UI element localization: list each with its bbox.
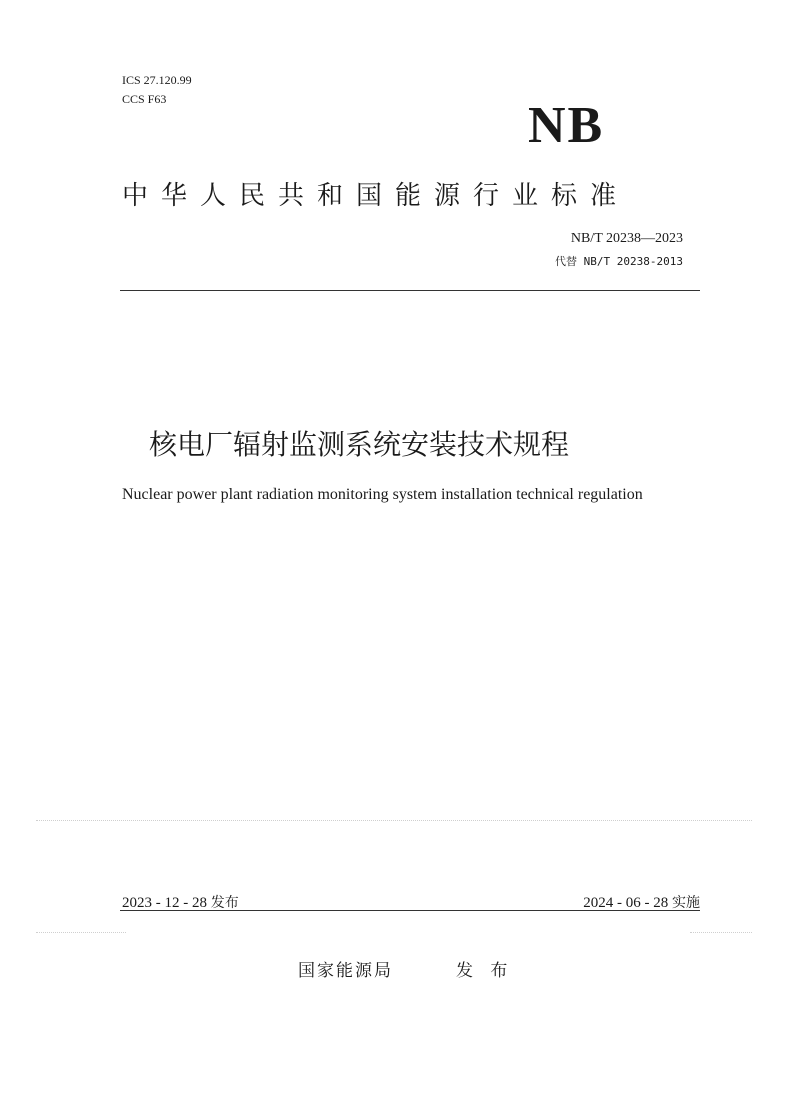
ics-code: ICS 27.120.99 bbox=[122, 73, 192, 87]
replaces-standard: 代替 NB/T 20238-2013 bbox=[555, 255, 683, 268]
implementation-date: 2024 - 06 - 28 bbox=[583, 895, 669, 911]
dotted-separator-left bbox=[36, 932, 126, 933]
date-divider bbox=[120, 910, 700, 911]
ccs-code: CCS F63 bbox=[122, 92, 167, 106]
dotted-separator-right bbox=[690, 932, 752, 933]
standard-category-title: 中华人民共和国能源行业标准 bbox=[122, 181, 630, 211]
release-date: 2023 - 12 - 28 bbox=[122, 895, 207, 911]
header-divider bbox=[120, 290, 700, 291]
implementation-label: 实施 bbox=[672, 895, 700, 911]
issue-label: 发 布 bbox=[456, 961, 514, 981]
nb-logo: NB bbox=[528, 97, 605, 154]
implementation-date-line bbox=[583, 892, 700, 912]
issuing-authority: 国家能源局 bbox=[298, 961, 393, 981]
dotted-separator bbox=[36, 820, 752, 821]
document-title-cn: 核电厂辐射监测系统安装技术规程 bbox=[148, 428, 569, 461]
standard-number: NB/T 20238—2023 bbox=[570, 231, 683, 246]
release-date-line bbox=[122, 892, 239, 912]
release-label: 发布 bbox=[210, 895, 239, 911]
document-title-en: Nuclear power plant radiation monitoring system installation technical regulation bbox=[122, 486, 643, 503]
